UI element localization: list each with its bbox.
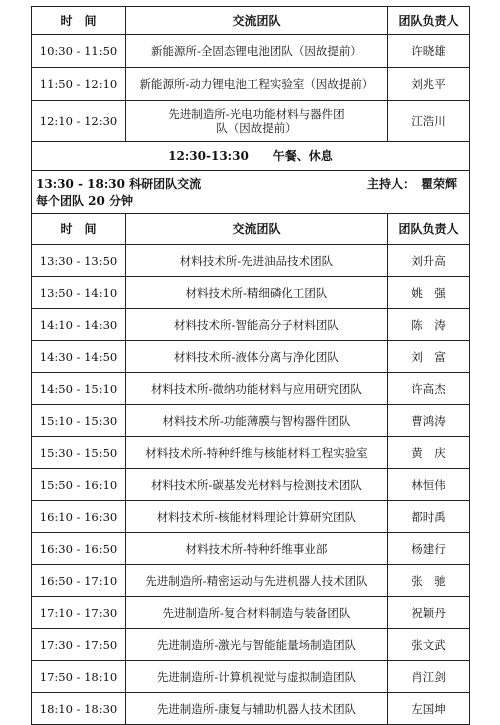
team-cell: 材料技术所-碳基发光材料与检测技术团队 <box>126 469 388 501</box>
team-cell: 材料技术所-微纳功能材料与应用研究团队 <box>126 373 388 405</box>
lunch-break: 12:30-13:30 午餐、休息 <box>32 142 470 171</box>
leader-cell: 张 驰 <box>388 565 470 597</box>
table-row <box>32 101 470 142</box>
team-cell: 新能源所-动力锂电池工程实验室（因故提前） <box>126 68 388 101</box>
time-cell: 12:10 - 12:30 <box>32 101 126 142</box>
time-cell: 10:30 - 11:50 <box>32 35 126 68</box>
table-row <box>32 629 470 661</box>
time-cell: 18:10 - 18:30 <box>32 693 126 725</box>
team-cell: 材料技术所-先进油品技术团队 <box>126 245 388 277</box>
table-row <box>32 277 470 309</box>
leader-cell: 刘 富 <box>388 341 470 373</box>
time-cell: 16:50 - 17:10 <box>32 565 126 597</box>
header-row <box>32 214 470 245</box>
leader-cell: 许晓雄 <box>388 35 470 68</box>
team-cell: 先进制造所-光电功能材料与器件团队（因故提前） <box>126 101 388 142</box>
schedule-table <box>31 6 470 725</box>
leader-cell: 杨建行 <box>388 533 470 565</box>
leader-cell: 曹鸿涛 <box>388 405 470 437</box>
leader-cell: 肖江剑 <box>388 661 470 693</box>
team-cell: 材料技术所-液体分离与净化团队 <box>126 341 388 373</box>
table-row <box>32 405 470 437</box>
table-row <box>32 245 470 277</box>
team-cell: 材料技术所-精细磷化工团队 <box>126 277 388 309</box>
team-cell: 先进制造所-计算机视觉与虚拟制造团队 <box>126 661 388 693</box>
time-cell: 17:10 - 17:30 <box>32 597 126 629</box>
table-row <box>32 469 470 501</box>
leader-cell: 姚 强 <box>388 277 470 309</box>
team-cell: 先进制造所-复合材料制造与装备团队 <box>126 597 388 629</box>
lunch-row <box>32 142 470 171</box>
team-cell: 材料技术所-智能高分子材料团队 <box>126 309 388 341</box>
leader-cell: 刘兆平 <box>388 68 470 101</box>
schedule-body <box>32 7 470 725</box>
team-cell: 先进制造所-激光与智能能量场制造团队 <box>126 629 388 661</box>
leader-cell: 都时禹 <box>388 501 470 533</box>
table-row <box>32 661 470 693</box>
time-cell: 17:50 - 18:10 <box>32 661 126 693</box>
time-cell: 14:30 - 14:50 <box>32 341 126 373</box>
session-info <box>32 171 470 214</box>
table-row <box>32 309 470 341</box>
time-cell: 11:50 - 12:10 <box>32 68 126 101</box>
time-column-header: 时 间 <box>32 214 126 245</box>
time-cell: 16:30 - 16:50 <box>32 533 126 565</box>
time-cell: 14:10 - 14:30 <box>32 309 126 341</box>
time-cell: 15:30 - 15:50 <box>32 437 126 469</box>
leader-column-header: 团队负责人 <box>388 7 470 35</box>
leader-cell: 黄 庆 <box>388 437 470 469</box>
time-cell: 16:10 - 16:30 <box>32 501 126 533</box>
leader-cell: 张文武 <box>388 629 470 661</box>
time-cell: 15:10 - 15:30 <box>32 405 126 437</box>
leader-cell: 刘升高 <box>388 245 470 277</box>
leader-column-header: 团队负责人 <box>388 214 470 245</box>
time-cell: 13:30 - 13:50 <box>32 245 126 277</box>
time-cell: 15:50 - 16:10 <box>32 469 126 501</box>
table-row <box>32 565 470 597</box>
session-title: 13:30 - 18:30 科研团队交流 <box>36 177 202 191</box>
team-cell: 材料技术所-核能材料理论计算研究团队 <box>126 501 388 533</box>
leader-cell: 林恒伟 <box>388 469 470 501</box>
table-row <box>32 533 470 565</box>
session-note: 每个团队 20 分钟 <box>36 194 134 208</box>
team-cell: 先进制造所-精密运动与先进机器人技术团队 <box>126 565 388 597</box>
session-heading <box>36 175 465 193</box>
team-column-header: 交流团队 <box>126 7 388 35</box>
leader-cell: 左国坤 <box>388 693 470 725</box>
table-row <box>32 373 470 405</box>
team-cell: 材料技术所-功能薄膜与智构器件团队 <box>126 405 388 437</box>
leader-cell: 陈 涛 <box>388 309 470 341</box>
time-cell: 17:30 - 17:50 <box>32 629 126 661</box>
time-column-header: 时 间 <box>32 7 126 35</box>
time-cell: 13:50 - 14:10 <box>32 277 126 309</box>
team-cell: 材料技术所-特种纤维与核能材料工程实验室 <box>126 437 388 469</box>
header-row <box>32 7 470 35</box>
session-host: 主持人： 瞿荣辉 <box>366 177 457 191</box>
table-row <box>32 35 470 68</box>
team-cell: 先进制造所-康复与辅助机器人技术团队 <box>126 693 388 725</box>
table-row <box>32 68 470 101</box>
session-row <box>32 171 470 214</box>
table-row <box>32 501 470 533</box>
table-row <box>32 437 470 469</box>
table-row <box>32 341 470 373</box>
leader-cell: 江浩川 <box>388 101 470 142</box>
time-cell: 14:50 - 15:10 <box>32 373 126 405</box>
team-cell: 新能源所-全固态锂电池团队（因故提前） <box>126 35 388 68</box>
leader-cell: 许高杰 <box>388 373 470 405</box>
team-cell: 材料技术所-特种纤维事业部 <box>126 533 388 565</box>
leader-cell: 祝颖丹 <box>388 597 470 629</box>
team-column-header: 交流团队 <box>126 214 388 245</box>
table-row <box>32 597 470 629</box>
